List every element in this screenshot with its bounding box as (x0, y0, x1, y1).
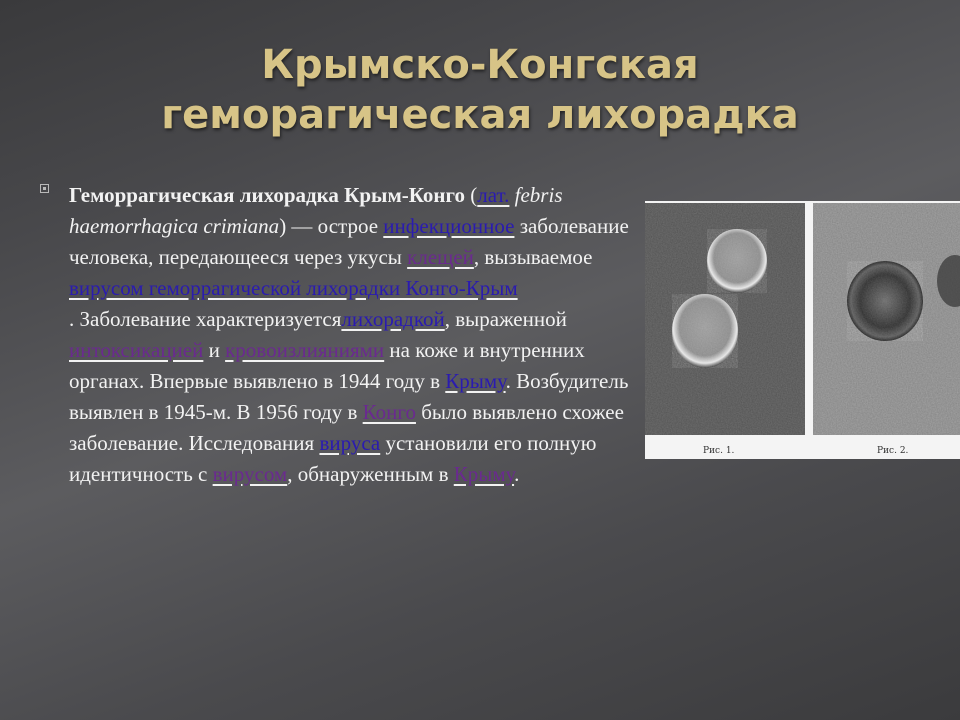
text-run: , вызываемое (473, 245, 593, 269)
text-run: . Заболевание характеризуется (69, 307, 342, 331)
link-virus[interactable]: вируса (319, 431, 381, 455)
title-line-2: геморагическая лихорадка (161, 92, 799, 138)
link-crimea-1[interactable]: Крыму (445, 369, 506, 393)
caption-1: Рис. 1. (703, 446, 735, 456)
link-congo[interactable]: Конго (362, 400, 416, 424)
text-run: и (203, 338, 226, 362)
virus-micrograph-image (645, 201, 960, 459)
micrograph-panel-1 (645, 203, 805, 459)
link-infectious[interactable]: инфекционное (383, 214, 515, 238)
title-line-1: Крымско-Конгская (261, 42, 699, 88)
text-run: установили его полную идентичность с (69, 431, 597, 486)
latin-name: febris haemorrhagica crimiana (69, 183, 563, 238)
text-run: ) — острое (279, 214, 384, 238)
text-run: ( (465, 183, 478, 207)
caption-2: Рис. 2. (877, 446, 909, 456)
text-run: . (514, 462, 520, 486)
text-run: , выраженной (444, 307, 567, 331)
text-run: , обнаруженным в (287, 462, 454, 486)
link-lat[interactable]: лат. (477, 183, 510, 207)
text-run: . Возбудитель выявлен в 1945-м. В 1956 году в (69, 369, 629, 424)
body-paragraph (69, 180, 634, 490)
link-crimea-2[interactable]: Крыму (453, 462, 515, 486)
text-run: заболевание человека, передающееся через укусы (69, 214, 629, 269)
link-virus-2[interactable]: вирусом (212, 462, 288, 486)
text-run: было выявлено схожее заболевание. Исследования (69, 400, 624, 455)
link-fever[interactable]: лихорадкой (341, 307, 445, 331)
link-virus-cchf[interactable]: вирусом геморрагической лихорадки Конго-Крым (69, 276, 518, 300)
link-ticks[interactable]: клещей (407, 245, 474, 269)
square-bullet-icon (40, 184, 49, 193)
link-hemorrhages[interactable]: кровоизлияниями (225, 338, 385, 362)
text-run: на коже и внутренних органах. Впервые выявлено в 1944 году в (69, 338, 585, 393)
link-intoxication[interactable]: интоксикацией (69, 338, 204, 362)
term-bold: Геморрагическая лихорадка Крым-Конго (69, 183, 466, 207)
micrograph-panel-2 (813, 203, 960, 459)
slide-title (60, 40, 900, 140)
